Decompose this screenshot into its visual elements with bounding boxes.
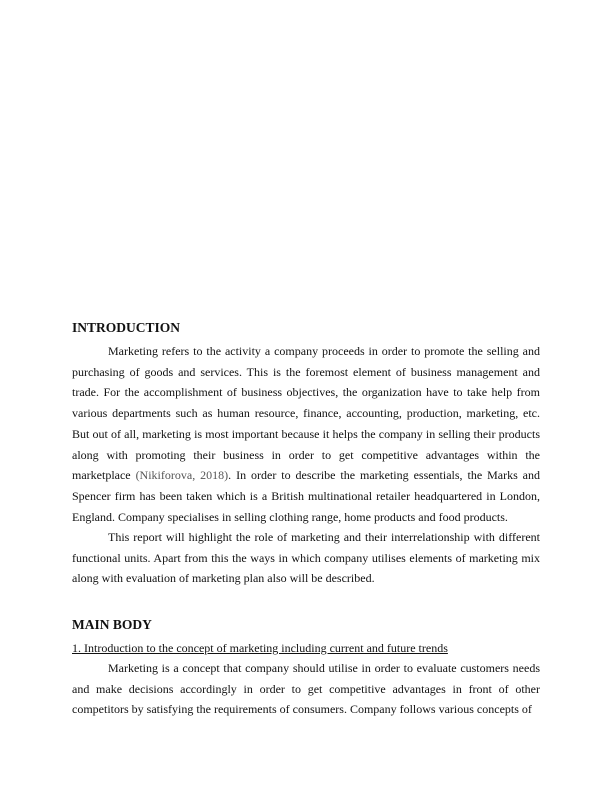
citation: (Nikiforova, 2018) (135, 468, 229, 483)
paragraph-text: . In order to describe the marketing essentials, the Marks and Spencer firm has been taken which is a British multinational retailer headquartered in London, England. Company specialises in selling clothing range, home products and food products. (72, 468, 540, 524)
paragraph-text: Marketing refers to the activity a company proceeds in order to promote the selling and purchasing of goods and services. This is the foremost element of business management and trade. For the accomplishment of business objectives, the organization have to take help from various departments such as human resource, finance, accounting, production, marketing, etc. But out of all, marketing is most important because it helps the company in selling their products along with promoting their business in order to get competitive advantages within the marketplace (72, 344, 540, 483)
introduction-heading: INTRODUCTION (72, 320, 181, 335)
main-body-paragraph-1 (72, 658, 540, 720)
introduction-paragraph-1 (72, 341, 540, 527)
main-body-heading: MAIN BODY (72, 617, 152, 632)
introduction-paragraph-2 (72, 527, 540, 589)
paragraph-text: This report will highlight the role of marketing and their interrelationship with different functional units. Apart from this the ways in which company utilises elements of marketing mix along with evaluation of marketing plan also will be described. (72, 530, 540, 586)
section-1-subheading: 1. Introduction to the concept of marketing including current and future trends (72, 641, 448, 655)
paragraph-text: Marketing is a concept that company should utilise in order to evaluate customers needs and make decisions accordingly in order to get competitive advantages in front of other competitors by satisfying the requirements of consumers. Company follows various concepts of (72, 661, 540, 717)
